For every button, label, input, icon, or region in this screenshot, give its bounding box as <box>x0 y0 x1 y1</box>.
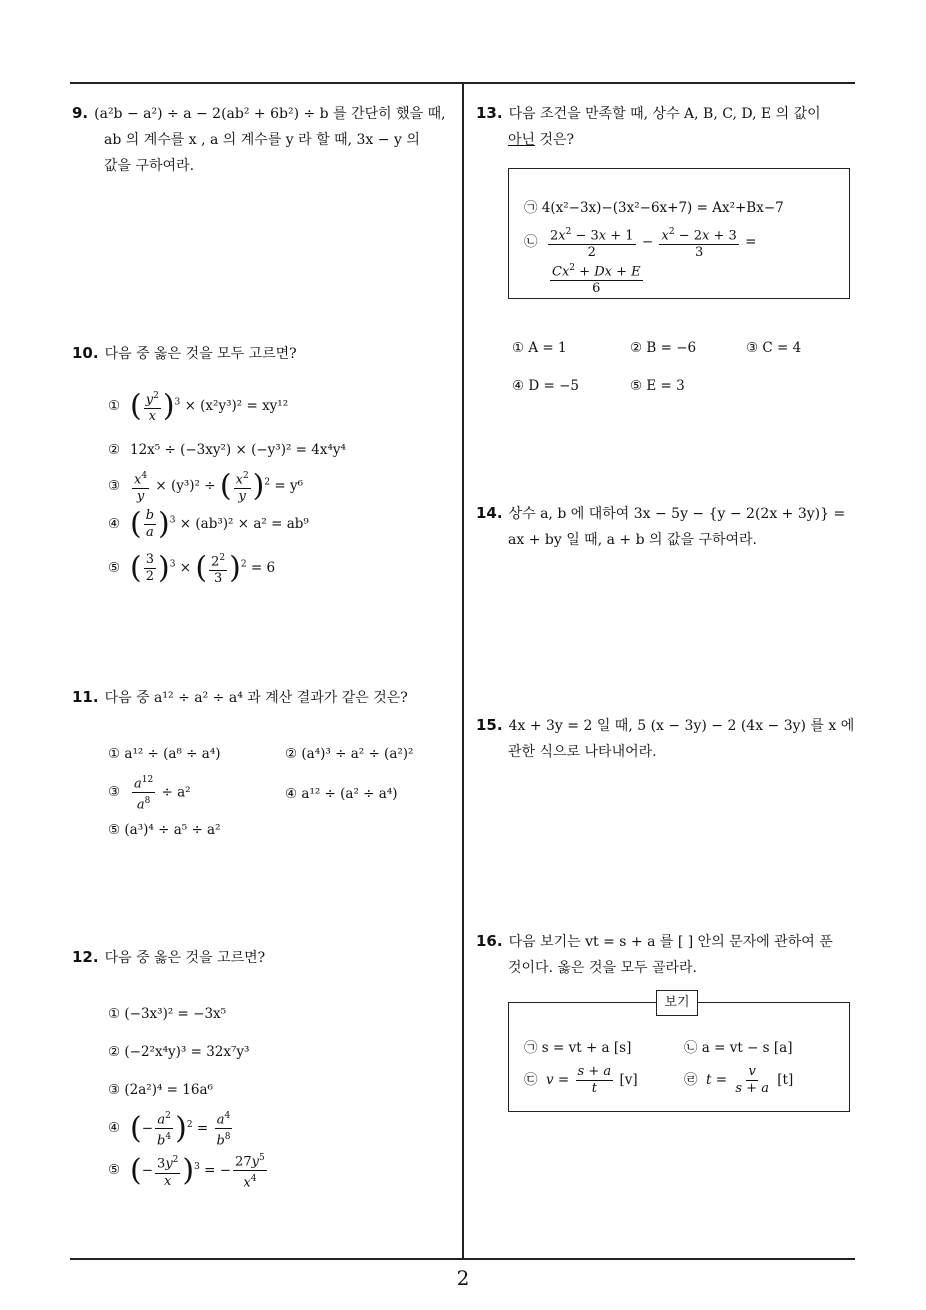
question-text: 값을 구하여라. <box>104 158 195 174</box>
question-text: (a²b − a²) ÷ a − 2(ab² + 6b²) ÷ b 를 간단히 했을 때, <box>94 106 446 122</box>
option-2[interactable]: ② 12x⁵ ÷ (−3xy²) × (−y³)² = 4x⁴y⁴ <box>108 442 346 458</box>
option-text: = 6 <box>250 560 276 577</box>
question-number: 14. <box>476 504 503 522</box>
option-1[interactable]: ① ( $\frac{y^2}{x}$ )$^3$ × (x²y³)² = xy¹² <box>108 388 289 425</box>
question-text: 다음 보기는 vt = s + a 를 [ ] 안의 문자에 관하여 푼 <box>508 934 833 950</box>
question-number: 11. <box>72 688 99 706</box>
question-text: ab 의 계수를 x , a 의 계수를 y 라 할 때, 3x − y 의 <box>104 132 420 148</box>
bogi-text: [v] <box>619 1072 638 1088</box>
option-5[interactable]: ⑤ E = 3 <box>630 378 685 394</box>
option-3[interactable]: ③ $\frac{x^4}{y}$ × (y³)² ÷ ( $\frac{x^2}{y}$ )$^2$ = y⁶ <box>108 468 304 505</box>
question-text: 관한 식으로 나타내어라. <box>508 744 657 760</box>
bogi-item-4: ㉣ t = $\frac{v}{s + a}$ [t] <box>684 1064 794 1096</box>
option-3[interactable]: ③ (2a²)⁴ = 16a⁶ <box>108 1082 213 1098</box>
option-marker: ⑤ <box>108 1162 121 1179</box>
question-text: 상수 a, b 에 대하여 3x − 5y − {y − 2(2x + 3y)} = <box>508 506 846 522</box>
question-15 <box>476 712 861 765</box>
question-text: ax + by 일 때, a + b 의 값을 구하여라. <box>508 532 758 548</box>
question-number: 15. <box>476 716 503 734</box>
question-text: 다음 중 옳은 것을 모두 고르면? <box>104 346 297 362</box>
option-2[interactable]: ② B = −6 <box>630 340 697 356</box>
option-2[interactable]: ② (−2²x⁴y)³ = 32x⁷y³ <box>108 1044 250 1060</box>
option-text: × (y³)² ÷ <box>155 478 216 495</box>
bogi-marker: ㉣ <box>684 1072 698 1088</box>
question-14 <box>476 500 861 553</box>
option-2[interactable]: ② (a⁴)³ ÷ a² ÷ (a²)² <box>285 746 414 762</box>
bogi-item-3: ㉢ v = $\frac{s + a}{t}$ [v] <box>524 1064 638 1096</box>
question-10 <box>72 340 432 367</box>
question-text: 4x + 3y = 2 일 때, 5 (x − 3y) − 2 (4x − 3y) 를 x 에 <box>508 718 855 734</box>
question-text: 것이다. 옳은 것을 모두 골라라. <box>508 960 697 976</box>
option-3[interactable]: ③ $\frac{a^{12}}{a^8}$ ÷ a² <box>108 772 191 814</box>
page-number: 2 <box>456 1266 470 1290</box>
question-16 <box>476 928 861 981</box>
question-11 <box>72 684 457 711</box>
question-number: 10. <box>72 344 99 362</box>
question-12 <box>72 944 432 971</box>
condition-2-rhs: $\frac{Cx^2 + Dx + E}{6}$ <box>548 260 645 297</box>
question-text: 다음 중 a¹² ÷ a² ÷ a⁴ 과 계산 결과가 같은 것은? <box>104 690 408 706</box>
option-5[interactable]: ⑤ (a³)⁴ ÷ a⁵ ÷ a² <box>108 822 221 838</box>
option-4[interactable]: ④ a¹² ÷ (a² ÷ a⁴) <box>285 786 398 802</box>
option-text: 12x⁵ ÷ (−3xy²) × (−y³)² = 4x⁴y⁴ <box>130 442 346 458</box>
question-text: 것은? <box>535 132 575 148</box>
question-text: 다음 중 옳은 것을 고르면? <box>104 950 266 966</box>
option-1[interactable]: ① A = 1 <box>512 340 567 356</box>
option-marker: ④ <box>108 1120 121 1137</box>
bogi-marker: ㉢ <box>524 1072 538 1088</box>
option-marker: ③ <box>108 784 121 801</box>
condition-2: ㉡ $\frac{2x^2 - 3x + 1}{2}$ − $\frac{x^2 - 2x + 3}{3}$ = <box>524 224 756 261</box>
option-1[interactable]: ① a¹² ÷ (a⁸ ÷ a⁴) <box>108 746 221 762</box>
option-text: = y⁶ <box>274 478 304 495</box>
option-3[interactable]: ③ C = 4 <box>746 340 802 356</box>
option-5[interactable]: ⑤ ( $\frac{3}{2}$ )$^3$ × ( $\frac{2^2}{3}$ )$^2$ = 6 <box>108 550 276 587</box>
option-4[interactable]: ④ (− $\frac{a^2}{b^4}$ )$^2$ = $\frac{a^4}{b^8}$ <box>108 1108 235 1150</box>
question-number: 13. <box>476 104 503 122</box>
bogi-label: 보기 <box>656 990 698 1016</box>
bogi-item-1: ㉠ s = vt + a [s] <box>524 1040 632 1056</box>
question-9 <box>72 100 457 179</box>
option-text: × (x²y³)² = xy¹² <box>184 398 289 415</box>
option-5[interactable]: ⑤ (− $\frac{3y^2}{x}$ )$^3$ = − $\frac{27y^5}{x^4}$ <box>108 1150 269 1192</box>
bogi-item-2: ㉡ a = vt − s [a] <box>684 1040 793 1056</box>
option-4[interactable]: ④ D = −5 <box>512 378 580 394</box>
option-text: ÷ a² <box>161 784 191 801</box>
bogi-text: [t] <box>777 1072 794 1088</box>
option-marker: ① <box>108 398 121 415</box>
question-text: 다음 조건을 만족할 때, 상수 A, B, C, D, E 의 값이 <box>508 106 821 122</box>
option-text: × (ab³)² × a² = ab⁹ <box>179 516 309 532</box>
question-number: 16. <box>476 932 503 950</box>
column-divider <box>462 82 464 1260</box>
option-1[interactable]: ① (−3x³)² = −3x⁵ <box>108 1006 227 1022</box>
option-4[interactable]: ④ ( $\frac{b}{a}$ )$^3$ × (ab³)² × a² = ab⁹ <box>108 506 309 542</box>
question-number: 9. <box>72 104 89 122</box>
question-number: 12. <box>72 948 99 966</box>
condition-1: ㉠ 4(x²−3x)−(3x²−6x+7) = Ax²+Bx−7 <box>524 200 784 216</box>
emphasis-text: 아닌 <box>508 132 536 148</box>
condition-marker: ㉡ <box>524 234 538 251</box>
question-13 <box>476 100 861 153</box>
